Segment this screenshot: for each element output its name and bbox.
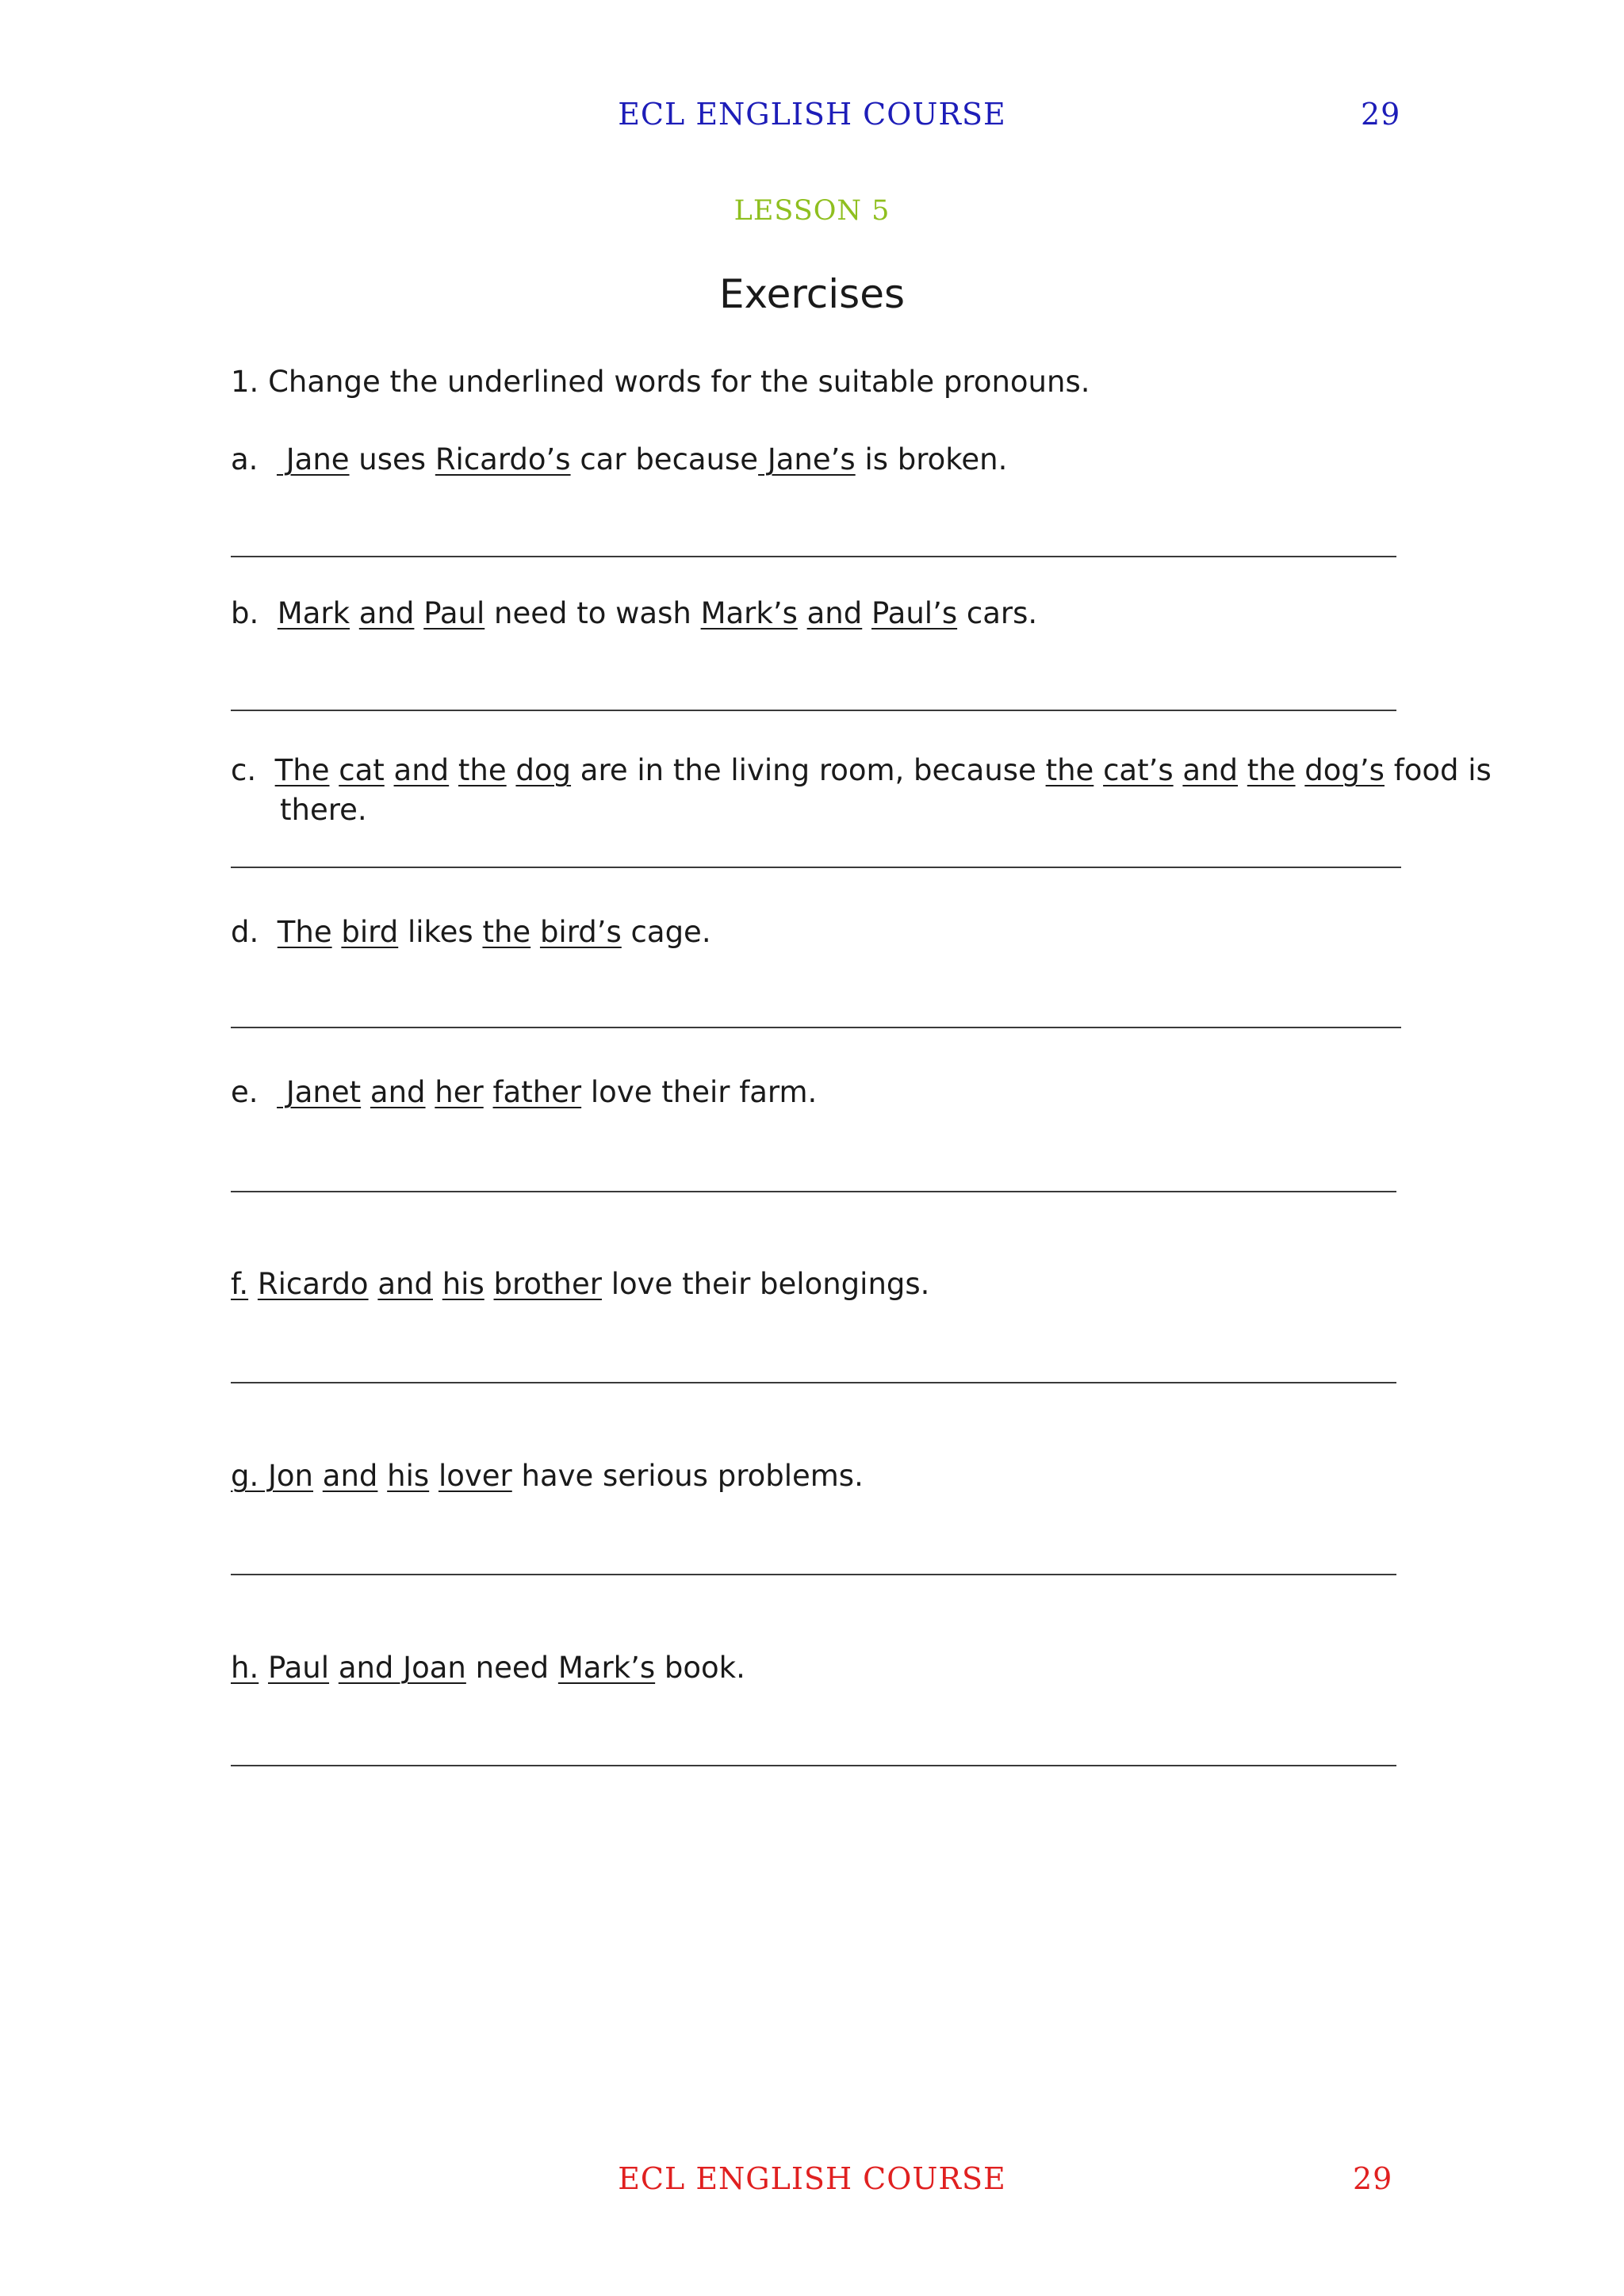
underlined-word: cat	[339, 753, 385, 787]
underlined-word: and	[377, 1267, 433, 1301]
sentence-text: cars.	[957, 596, 1038, 630]
underlined-word: Janet	[277, 1075, 362, 1109]
exercise-item-e	[231, 1075, 817, 1109]
underlined-word: the	[1247, 753, 1296, 787]
sentence-text	[507, 753, 516, 787]
underlined-word: his	[387, 1459, 430, 1493]
sentence-text	[426, 1075, 435, 1109]
underlined-word: her	[435, 1075, 484, 1109]
answer-line-h	[231, 1765, 1396, 1766]
sentence-text: love their belongings.	[601, 1267, 930, 1301]
sentence-text	[1094, 753, 1103, 787]
sentence-text	[429, 1459, 439, 1493]
sentence-text: need to wash	[485, 596, 701, 630]
sentence-text: need	[465, 1651, 558, 1685]
exercise-item-g	[231, 1459, 864, 1493]
sentence-text	[1238, 753, 1247, 787]
sentence-text	[1296, 753, 1305, 787]
sentence-text	[1174, 753, 1183, 787]
sentence-text: cage.	[621, 915, 711, 949]
exercise-item-a	[231, 442, 1007, 476]
underlined-word: the	[482, 915, 531, 949]
underlined-word: Paul	[423, 596, 485, 630]
exercise-instruction: 1. Change the underlined words for the suitable pronouns.	[231, 365, 1090, 399]
underlined-word: Jane’s	[758, 442, 856, 476]
answer-line-g	[231, 1574, 1396, 1575]
exercise-item-h	[231, 1651, 745, 1685]
answer-line-e	[231, 1191, 1396, 1192]
underlined-word: and	[322, 1459, 378, 1493]
underlined-word: lover	[438, 1459, 512, 1493]
header-page-number: 29	[1361, 97, 1401, 132]
answer-line-b	[231, 710, 1396, 711]
underlined-word: and	[358, 596, 415, 630]
sentence-text	[433, 1267, 442, 1301]
underlined-word: Ricardo’s	[435, 442, 571, 476]
underlined-word: Paul	[267, 1651, 330, 1685]
underlined-word: Mark’s	[557, 1651, 656, 1685]
underlined-word: h.	[231, 1651, 259, 1685]
underlined-word: the	[458, 753, 507, 787]
sentence-text	[350, 596, 359, 630]
sentence-text	[248, 1267, 258, 1301]
underlined-word: father	[492, 1075, 582, 1109]
underlined-word: Paul’s	[871, 596, 958, 630]
underlined-word: g. Jon	[231, 1459, 314, 1493]
sentence-text: food is	[1384, 753, 1492, 787]
answer-line-a	[231, 556, 1396, 557]
sentence-text	[484, 1075, 493, 1109]
sentence-text	[377, 1459, 387, 1493]
underlined-word: and	[806, 596, 863, 630]
exercise-item-d	[231, 915, 711, 949]
underlined-word: the	[1045, 753, 1094, 787]
underlined-word: cat’s	[1103, 753, 1174, 787]
sentence-text: e.	[231, 1075, 278, 1109]
underlined-word: The	[274, 753, 330, 787]
answer-line-f	[231, 1382, 1396, 1383]
sentence-text: uses	[349, 442, 435, 476]
sentence-text	[313, 1459, 323, 1493]
sentence-text	[414, 596, 423, 630]
underlined-word: f.	[231, 1267, 249, 1301]
sentence-text	[332, 915, 342, 949]
footer-course-title: ECL ENGLISH COURSE	[618, 2161, 1006, 2196]
exercise-item-b	[231, 596, 1037, 630]
sentence-text: b.	[231, 596, 278, 630]
exercise-item-f	[231, 1267, 929, 1301]
underlined-word: The	[277, 915, 332, 949]
sentence-text	[862, 596, 871, 630]
sentence-text	[329, 1651, 339, 1685]
sentence-text: d.	[231, 915, 278, 949]
underlined-word: dog’s	[1304, 753, 1385, 787]
sentence-text	[798, 596, 807, 630]
sentence-text: love their farm.	[581, 1075, 818, 1109]
sentence-text	[259, 1651, 268, 1685]
underlined-word: and Joan	[338, 1651, 466, 1685]
sentence-text	[369, 1267, 378, 1301]
underlined-word: and	[393, 753, 450, 787]
sentence-text: are in the living room, because	[571, 753, 1046, 787]
underlined-word: bird’s	[539, 915, 622, 949]
lesson-label: LESSON 5	[733, 195, 891, 227]
page-title: Exercises	[718, 271, 906, 317]
sentence-text	[329, 753, 339, 787]
underlined-word: Mark	[277, 596, 350, 630]
sentence-text: have serious problems.	[511, 1459, 864, 1493]
sentence-text: is broken.	[855, 442, 1008, 476]
sentence-text: car because	[570, 442, 759, 476]
sentence-text	[530, 915, 540, 949]
exercise-item-c-continuation: there.	[280, 793, 367, 827]
underlined-word: Mark’s	[700, 596, 798, 630]
footer-page-number: 29	[1353, 2161, 1393, 2196]
sentence-text	[385, 753, 394, 787]
underlined-word: dog	[515, 753, 572, 787]
answer-line-c	[231, 867, 1401, 868]
underlined-word: Jane	[276, 442, 350, 476]
exercise-item-c	[231, 753, 1492, 787]
underlined-word: his	[442, 1267, 485, 1301]
sentence-text: book.	[655, 1651, 745, 1685]
underlined-word: and	[370, 1075, 426, 1109]
answer-line-d	[231, 1027, 1401, 1028]
underlined-word: Ricardo	[257, 1267, 369, 1301]
underlined-word: brother	[493, 1267, 602, 1301]
sentence-text	[485, 1267, 494, 1301]
sentence-text: likes	[398, 915, 483, 949]
underlined-word: and	[1182, 753, 1239, 787]
sentence-text: c.	[231, 753, 275, 787]
header-course-title: ECL ENGLISH COURSE	[618, 97, 1006, 132]
sentence-text	[449, 753, 458, 787]
sentence-text	[361, 1075, 370, 1109]
sentence-text: a.	[231, 442, 277, 476]
underlined-word: bird	[341, 915, 399, 949]
